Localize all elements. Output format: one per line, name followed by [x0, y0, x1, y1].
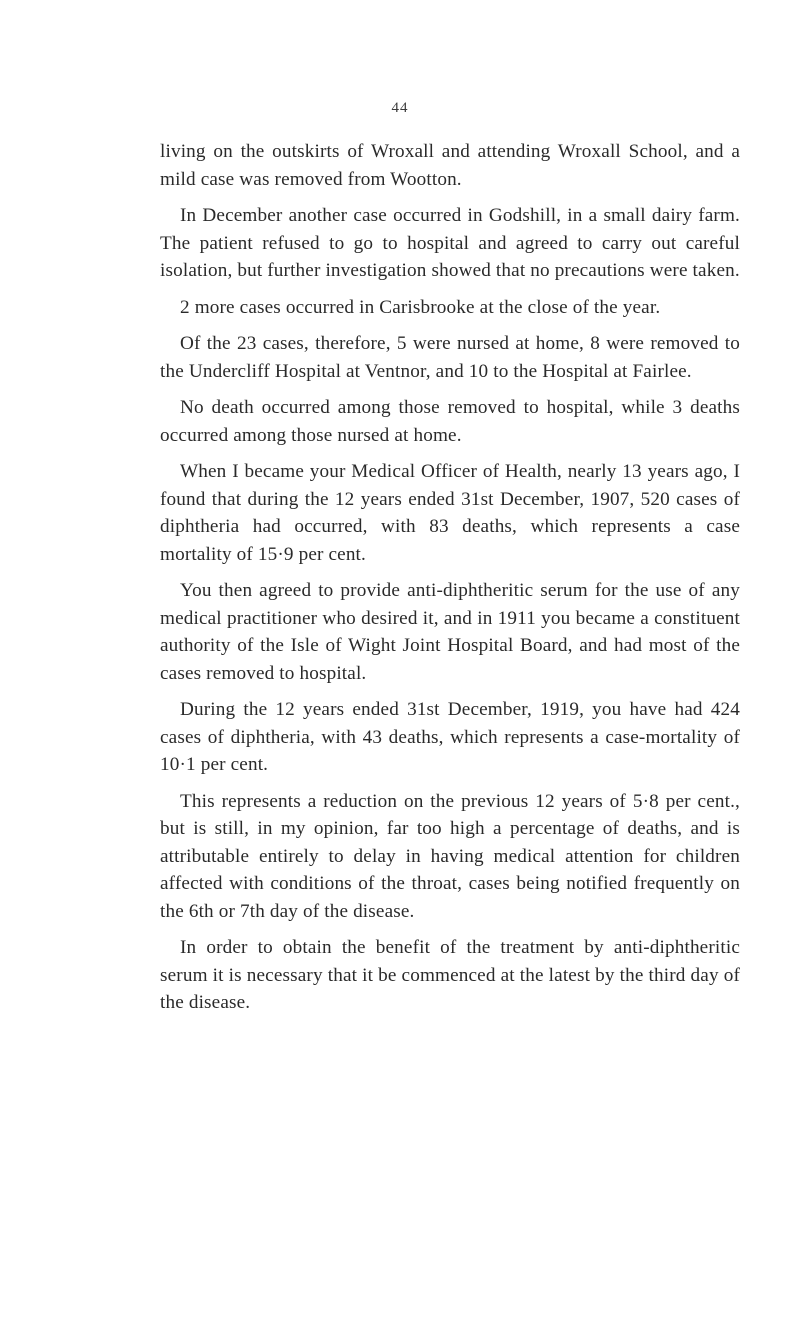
- paragraph-8: During the 12 years ended 31st December, 1919, you have had 424 cases of diphtheria, with 43 deaths, which represents a case-mortality of 10·1 per cent.: [160, 699, 740, 775]
- body-text: [160, 138, 740, 1026]
- paragraph-9: This represents a reduction on the previous 12 years of 5·8 per cent., but is still, in my opinion, far too high a percentage of deaths, and is attributable entirely to delay in having medical attention for children affected with conditions of the throat, cases being notified frequently on the 6th or 7th day of the disease.: [160, 790, 740, 922]
- paragraph-7: You then agreed to provide anti-diphtheritic serum for the use of any medical practitioner who desired it, and in 1911 you became a constituent authority of the Isle of Wight Joint Hospital Board, and had most of the cases removed to hospital.: [160, 580, 740, 684]
- paragraph-6: When I became your Medical Officer of Health, nearly 13 years ago, I found that during the 12 years ended 31st December, 1907, 520 cases of diphtheria had occurred, with 83 deaths, which represents a case mortality of 15·9 per cent.: [160, 461, 740, 565]
- page-number: 44: [391, 100, 409, 116]
- paragraph-10: In order to obtain the benefit of the treatment by anti-diphtheritic serum it is necessary that it be commenced at the latest by the third day of the disease.: [160, 937, 740, 1013]
- paragraph-5: No death occurred among those removed to hospital, while 3 deaths occurred among those nursed at home.: [160, 397, 740, 446]
- paragraph-1: living on the outskirts of Wroxall and attending Wroxall School, and a mild case was removed from Wootton.: [160, 141, 740, 190]
- paragraph-2: In December another case occurred in Godshill, in a small dairy farm. The patient refused to go to hospital and agreed to carry out careful isolation, but further investigation showed that no precautions were taken.: [160, 205, 740, 281]
- paragraph-4: Of the 23 cases, therefore, 5 were nursed at home, 8 were removed to the Undercliff Hospital at Ventnor, and 10 to the Hospital at Fairlee.: [160, 333, 740, 382]
- paragraph-3: 2 more cases occurred in Carisbrooke at the close of the year.: [180, 296, 661, 318]
